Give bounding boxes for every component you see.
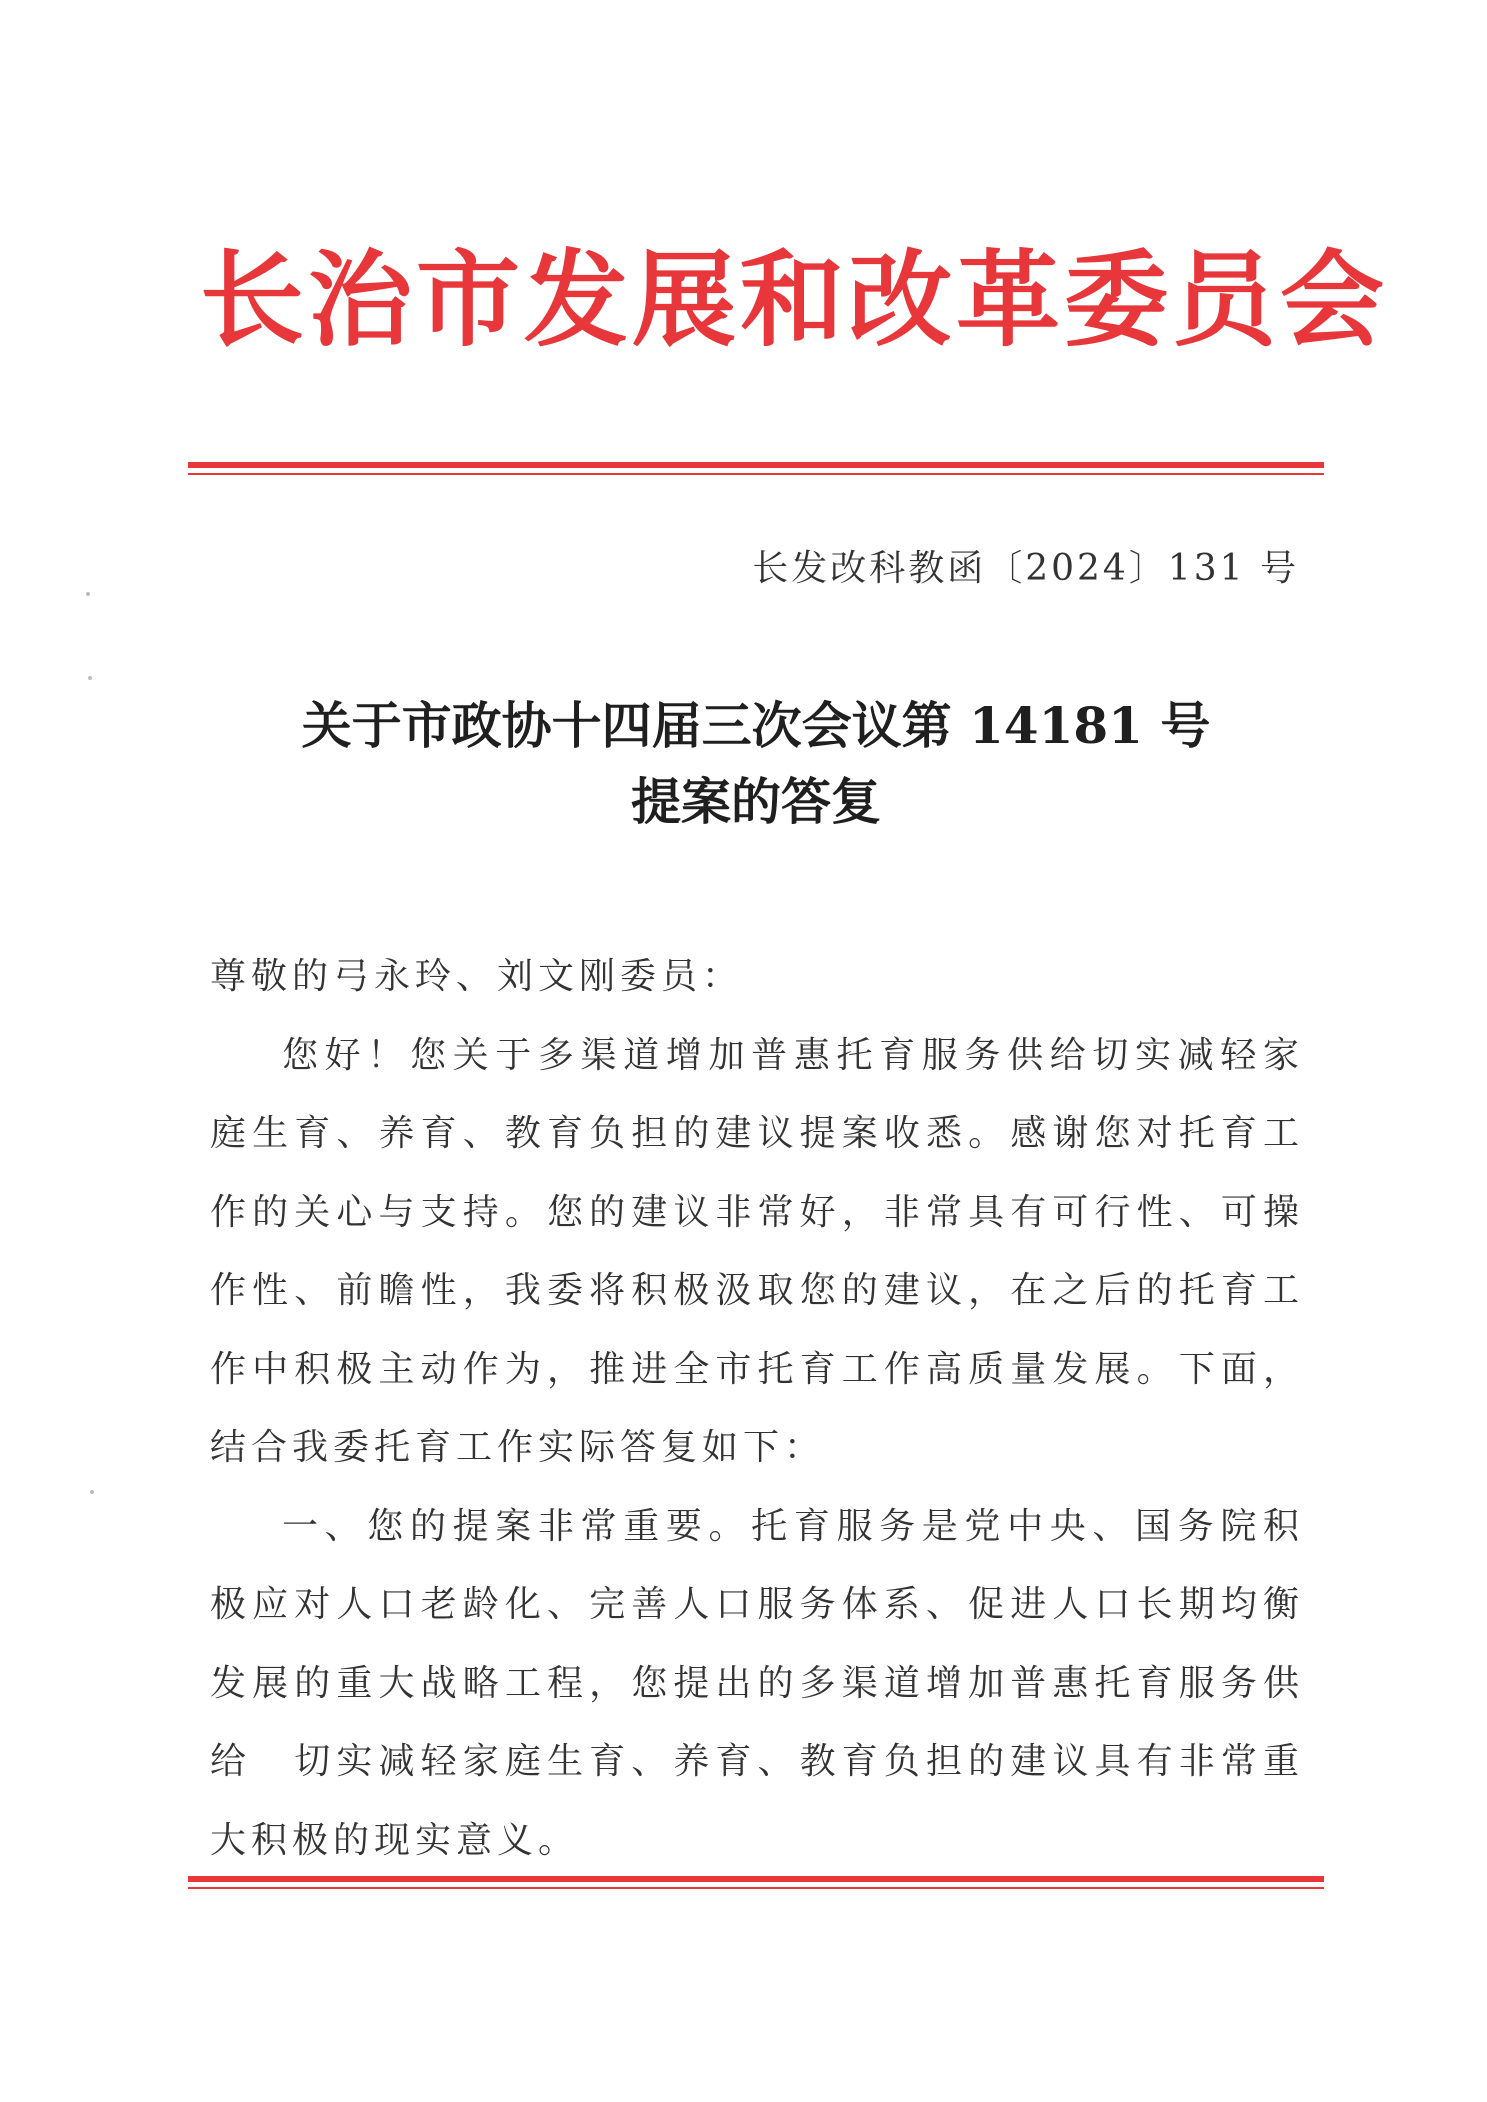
footer-red-rule <box>188 1876 1324 1889</box>
document-title-line-2: 提案的答复 <box>631 772 881 831</box>
paragraph-1: 您好！您关于多渠道增加普惠托育服务供给切实减轻家庭生育、养育、教育负担的建议提案收悉。感谢您对托育工作的关心与支持。您的建议非常好，非常具有可行性、可操作性、前瞻性，我委将积极汲取您的建议，在之后的托育工作中积极主动作为，推进全市托育工作高质量发展。下面，结合我委托育工作实际答复如下： <box>210 1034 1304 1468</box>
scan-speck <box>88 676 92 680</box>
salutation: 尊敬的弓永玲、刘文刚委员： <box>210 956 744 997</box>
document-number: 长发改科教函〔2024〕131 号 <box>752 548 1299 589</box>
document-title <box>188 688 1324 840</box>
issuing-organization-name: 长治市发展和改革委员会 <box>200 238 1389 361</box>
document-body <box>210 938 1304 1880</box>
document-title-line-1: 关于市政协十四届三次会议第 14181 号 <box>301 696 1211 755</box>
header-red-rule <box>188 462 1324 475</box>
paragraph-2: 一、您的提案非常重要。托育服务是党中央、国务院积极应对人口老龄化、完善人口服务体系、促进人口长期均衡发展的重大战略工程，您提出的多渠道增加普惠托育服务供给 切实减轻家庭生育、养育、教育负担的建议具有非常重大积极的现实意义。 <box>210 1505 1304 1861</box>
scan-speck <box>86 592 90 596</box>
scan-speck <box>90 1490 94 1494</box>
